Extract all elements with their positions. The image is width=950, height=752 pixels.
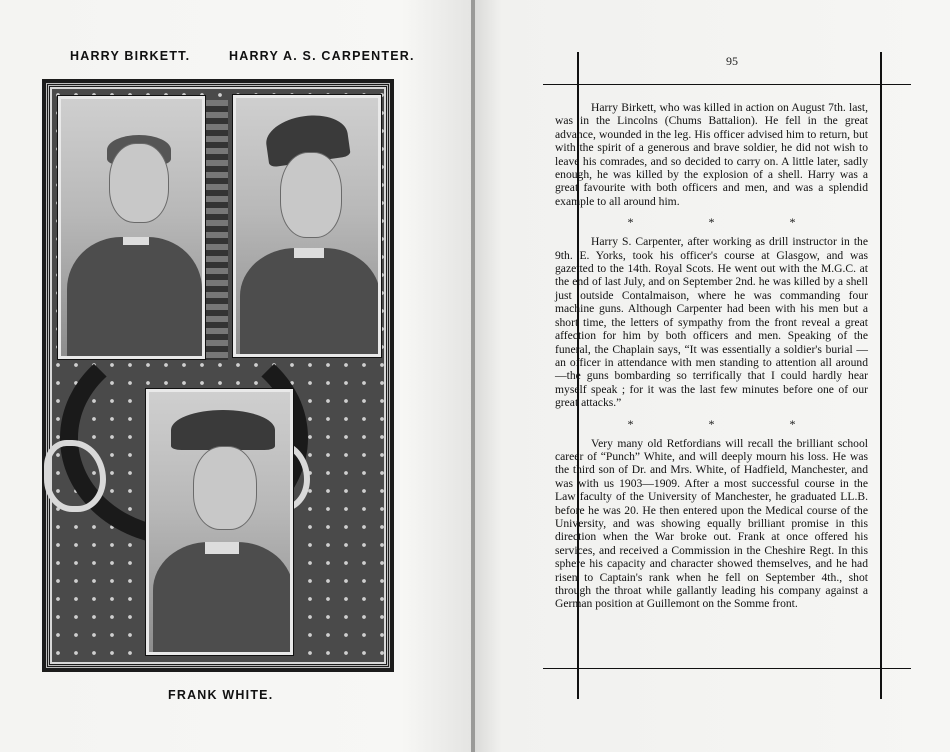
page-number: 95 xyxy=(726,54,738,68)
portrait-harry-birkett xyxy=(57,95,206,360)
paragraph-birkett: Harry Birkett, who was killed in action on August 7th. last, was in the Lincolns (Chums Battalion). He fell in the great advance, wounded in the leg. His officer advised him to return, but with the spirit of a generous and brave soldier, he did not wish to leave his comrades, and so decided to carry on. A little later, sadly enough, he was killed by the explosion of a shell. Harry was a great favourite with both officers and men, and was a splendid example to all around him. xyxy=(555,101,868,208)
frame-centre-strip xyxy=(204,100,228,360)
right-rule xyxy=(880,52,882,699)
top-rule xyxy=(543,84,911,85)
portrait-harry-carpenter xyxy=(232,94,382,358)
section-separator: * * * xyxy=(627,215,832,230)
section-separator: * * * xyxy=(627,416,832,431)
portrait-image xyxy=(149,392,290,652)
left-page xyxy=(0,0,473,752)
paragraph-white: Very many old Retfordians will recall the brilliant school career of “Punch” White, and will deeply mourn his loss. He was the third son of Dr. and Mrs. White, of Hadfield, Manchester, and was with us 1903—1909. After a most successful course in the Law faculty of the University of Manchester, he graduated LL.B. before he was 20. He then entered upon the Medical course of the University, and was showing equally brilliant promise in this direction when the War broke out. Frank at once offered his services, and received a Commission in the Cheshire Regt. In this sphere his capacity and character showed themselves, and he had risen to Captain's rank when he fell on September 4th., shot through the throat while gallantly leading his company against a German position at Guillemont on the Somme front. xyxy=(555,436,868,611)
book-gutter xyxy=(471,0,475,752)
paragraph-carpenter: Harry S. Carpenter, after working as drill instructor in the 9th. E. Yorks, took his officer's course at Glasgow, and was gazetted to the 14th. Royal Scots. He went out with the M.G.C. at the end of last July, and on September 2nd. he was killed by a shell just outside Contalmaison, where he was commanding four machine guns. Although Carpenter had been with his men but a short time, the letters of sympathy from the front reveal a great affection for him by both officers and men. Speaking of the funeral, the Chaplain says, “It was essentially a soldier's burial —an officer in attendance with men standing to attention all around—the guns bombarding so terrifically that I could hardly hear myself speak ; for it was the last few minutes before one of our great attacks.” xyxy=(555,235,868,410)
portrait-image xyxy=(61,99,202,356)
bottom-rule xyxy=(543,668,911,669)
caption-harry-birkett: HARRY BIRKETT. xyxy=(70,49,191,63)
portrait-image xyxy=(236,98,378,354)
article-text xyxy=(555,101,868,611)
portrait-frank-white xyxy=(145,388,294,656)
caption-frank-white: FRANK WHITE. xyxy=(168,688,274,702)
caption-harry-carpenter: HARRY A. S. CARPENTER. xyxy=(229,49,415,63)
